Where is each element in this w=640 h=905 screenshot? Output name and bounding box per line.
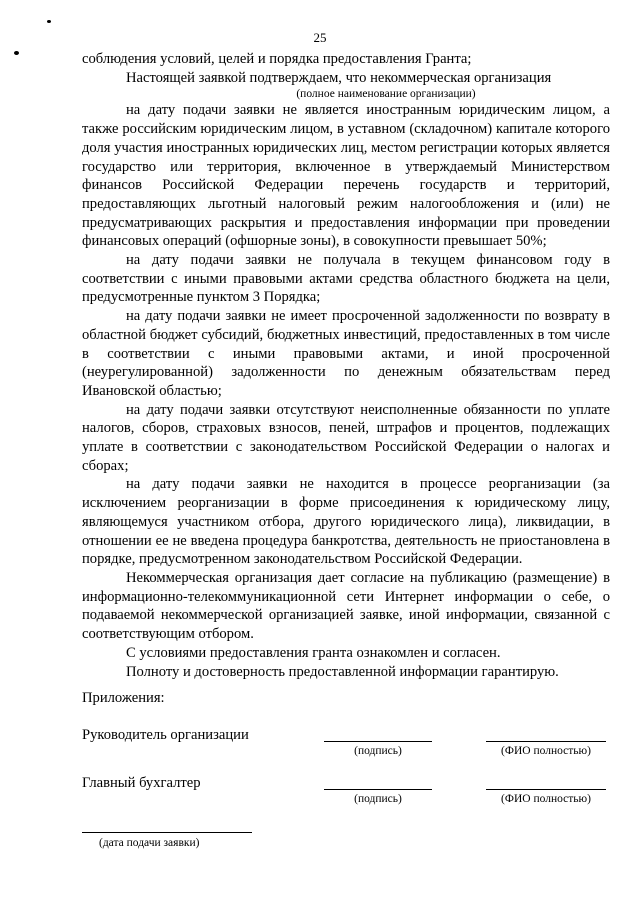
scan-speck: [47, 20, 51, 23]
accountant-role-label: Главный бухгалтер: [82, 775, 201, 791]
paragraph-tax-obligations: на дату подачи заявки отсутствуют неисполненные обязанности по уплате налогов, сборов, страховых взносов, пеней, штрафов и процентов, подлежащих уплате в соответствии с законодательством Российской Федерации о налогах и сборах;: [82, 401, 610, 474]
paragraph-overdue-debt: на дату подачи заявки не имеет просроченной задолженности по возврату в областной бюджет субсидий, бюджетных инвестиций, предоставленных в том числе в соответствии с иными правовыми актами, и иной просроченной (неурегулированной) задолженности по денежным обязательствам перед Ивановской областью;: [82, 308, 610, 399]
page-number: 25: [313, 30, 327, 45]
accountant-name-line: [486, 789, 606, 790]
scan-speck: [14, 51, 19, 55]
first-line: соблюдения условий, целей и порядка предоставления Гранта;: [82, 51, 472, 67]
date-line: [82, 832, 252, 833]
paragraph-terms-agreement: С условиями предоставления гранта ознакомлен и согласен.: [126, 644, 501, 661]
head-signature-line: [324, 741, 432, 742]
document-body: [82, 50, 610, 681]
head-role-label: Руководитель организации: [82, 727, 249, 743]
accountant-signature-caption: (подпись): [354, 793, 402, 805]
paragraph-reorganization: на дату подачи заявки не находится в процессе реорганизации (за исключением реорганизации в форме присоединения к юридическому лицу, являющемуся участником отбора, другого юридического лица), ликвидации, в отношении ее не введена процедура банкротства, деятельность не приостановлена в порядке, предусмотренном законодательством Российской Федерации.: [82, 476, 610, 568]
intro-line: Настоящей заявкой подтверждаем, что некоммерческая организация: [126, 69, 552, 86]
accountant-signature-line: [324, 789, 432, 790]
head-name-caption: (ФИО полностью): [501, 745, 591, 757]
head-signature-caption: (подпись): [354, 745, 402, 757]
paragraph-foreign-entity: на дату подачи заявки не является иностранным юридическим лицом, а также российским юридическим лицом, в уставном (складочном) капитале которого доля участия иностранных юридических лиц, местом регистрации которых является государство или территория, включенное в утверждаемый Министерством финансов Российской Федерации перечень государств и территорий, предоставляющих льготный налоговый режим налогообложения и (или) не предусматривающих раскрытия и предоставления информации при проведении финансовых операций (офшорные зоны), в совокупности превышает 50%;: [82, 102, 610, 250]
accountant-name-caption: (ФИО полностью): [501, 793, 591, 805]
head-name-line: [486, 741, 606, 742]
date-caption: (дата подачи заявки): [99, 837, 200, 849]
paragraph-guarantee: Полноту и достоверность предоставленной информации гарантирую.: [126, 663, 559, 680]
appendix-label: Приложения:: [82, 690, 165, 706]
organization-name-caption: (полное наименование организации): [296, 88, 476, 101]
paragraph-budget-funds: на дату подачи заявки не получала в текущем финансовом году в соответствии с иными правовыми актами средства областного бюджета на цели, предусмотренные пунктом 3 Порядка;: [82, 252, 610, 306]
paragraph-publication-consent: Некоммерческая организация дает согласие на публикацию (размещение) в информационно-телекоммуникационной сети Интернет информации о себе, о подаваемой некоммерческой организацией заявке, иной информации, связанной с соответствующим отбором.: [82, 569, 610, 643]
